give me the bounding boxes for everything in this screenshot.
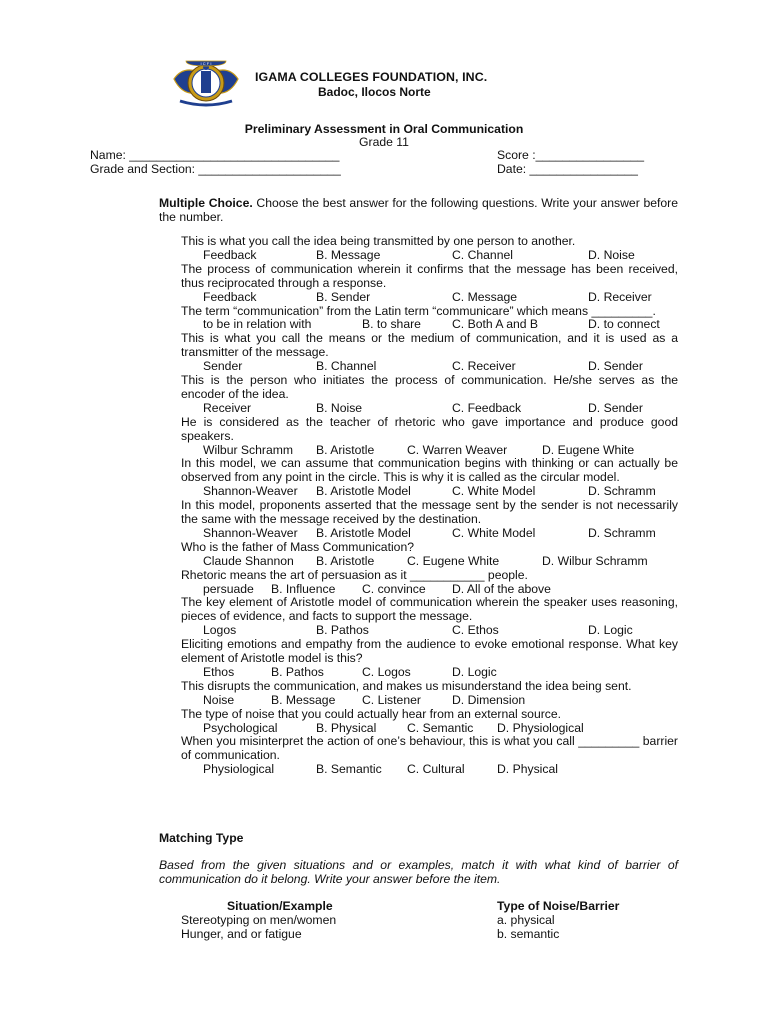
option-d: D. Eugene White (542, 442, 635, 457)
matching-table-header (181, 900, 678, 914)
option-c: C. Feedback (452, 400, 522, 415)
question-item (181, 735, 678, 777)
option-a: persuade (203, 581, 254, 596)
name-score-row (90, 149, 690, 163)
question-item (181, 263, 678, 305)
name-field[interactable]: Name: _______________________________ (90, 148, 340, 162)
option-b: B. Sender (316, 289, 371, 304)
option-d: D. Physiological (497, 720, 584, 735)
question-item (181, 569, 678, 597)
question-options (181, 694, 678, 708)
barrier-cell: a. physical (497, 913, 555, 927)
question-options (181, 555, 678, 569)
option-c: C. Warren Weaver (407, 442, 508, 457)
option-c: C. convince (362, 581, 426, 596)
question-text: When you misinterpret the action of one’s behaviour, this is what you call _________ barrier of communication. (181, 734, 678, 763)
multiple-choice-heading: Multiple Choice. (159, 196, 253, 210)
multiple-choice-instruction (159, 197, 678, 225)
question-options (181, 291, 678, 305)
option-d: D. All of the above (452, 581, 551, 596)
question-item (181, 305, 678, 333)
question-options (181, 722, 678, 736)
option-b: B. Message (271, 692, 336, 707)
option-c: C. Listener (362, 692, 421, 707)
option-b: B. Pathos (316, 623, 369, 638)
option-a: Shannon-Weaver (203, 525, 298, 540)
section-date-row (90, 163, 690, 177)
option-d: D. Sender (588, 400, 643, 415)
multiple-choice-instruction-text: Choose the best answer for the following questions. Write your answer before the number. (159, 196, 679, 224)
option-b: B. Influence (271, 581, 336, 596)
option-c: C. Cultural (407, 762, 465, 777)
option-c: C. White Model (452, 484, 536, 499)
question-text: This disrupts the communication, and makes us misunderstand the idea being sent. (181, 678, 632, 693)
question-text: The term “communication” from the Latin term “communicare” which means _________. (181, 303, 656, 318)
barrier-column-header: Type of Noise/Barrier (497, 899, 620, 913)
question-options (181, 666, 678, 680)
option-d: D. Sender (588, 359, 643, 374)
question-options (181, 360, 678, 374)
question-item (181, 416, 678, 458)
option-c: C. Channel (452, 247, 513, 262)
question-text: Eliciting emotions and empathy from the audience to evoke emotional response. What key element of Aristotle model is this? (181, 637, 678, 666)
question-item (181, 499, 678, 541)
school-seal-logo (172, 57, 240, 107)
option-c: C. Eugene White (407, 553, 500, 568)
option-a: Physiological (203, 762, 275, 777)
option-c: C. White Model (452, 525, 536, 540)
question-text: In this model, proponents asserted that the message sent by the sender is not necessarily the same with the message received by the destination. (181, 498, 678, 527)
option-d: D. Schramm (588, 525, 656, 540)
option-b: B. Noise (316, 400, 363, 415)
option-a: Feedback (203, 289, 257, 304)
question-item (181, 374, 678, 416)
date-field[interactable]: Date: ________________ (497, 162, 638, 176)
question-text: This is the person who initiates the process of communication. He/she serves as the encoder of the idea. (181, 373, 678, 401)
option-a: Ethos (203, 664, 235, 679)
question-text: He is considered as the teacher of rhetoric who gave importance and produce good speakers. (181, 414, 678, 443)
question-options (181, 402, 678, 416)
matching-type-heading: Matching Type (159, 831, 244, 845)
question-item (181, 235, 678, 263)
option-b: B. Aristotle (316, 442, 375, 457)
question-item (181, 596, 678, 638)
question-item (181, 680, 678, 708)
option-b: B. Message (316, 247, 381, 262)
question-item (181, 541, 678, 569)
option-a: Claude Shannon (203, 553, 294, 568)
option-d: D. Receiver (588, 289, 652, 304)
question-options (181, 485, 678, 499)
question-options (181, 763, 678, 777)
option-b: B. Aristotle Model (316, 484, 411, 499)
option-c: C. Receiver (452, 359, 516, 374)
option-a: Sender (203, 359, 243, 374)
institution-address: Badoc, Ilocos Norte (318, 85, 431, 99)
option-c: C. Both A and B (452, 317, 539, 332)
question-item (181, 332, 678, 374)
option-b: B. Pathos (271, 664, 324, 679)
option-d: D. Schramm (588, 484, 656, 499)
question-text: The type of noise that you could actually hear from an external source. (181, 706, 562, 721)
score-field[interactable]: Score :________________ (497, 148, 645, 162)
option-a: to be in relation with (203, 317, 312, 332)
option-a: Noise (203, 692, 235, 707)
logo-lettering: I C F I (200, 61, 212, 66)
situation-cell: Hunger, and or fatigue (181, 927, 302, 941)
question-text: In this model, we can assume that communication begins with thinking or can actually be observed from any point in the circle. This is why it is called as the circular model. (181, 456, 678, 485)
option-a: Psychological (203, 720, 278, 735)
option-d: D. Logic (452, 664, 497, 679)
option-d: D. Physical (497, 762, 558, 777)
table-row (181, 928, 678, 942)
document-title: Preliminary Assessment in Oral Communication (244, 122, 524, 136)
table-row (181, 914, 678, 928)
question-text: Rhetoric means the art of persuasion as it ___________ people. (181, 567, 528, 582)
question-text: This is what you call the idea being transmitted by one person to another. (181, 234, 576, 248)
option-c: C. Ethos (452, 623, 499, 638)
option-c: C. Semantic (407, 720, 474, 735)
question-options (181, 249, 678, 263)
question-text: This is what you call the means or the medium of communication, and it is used as a transmitter of the message. (181, 331, 678, 360)
question-item (181, 708, 678, 736)
option-d: D. Wilbur Schramm (542, 553, 648, 568)
question-options (181, 444, 678, 458)
barrier-cell: b. semantic (497, 927, 560, 941)
grade-level: Grade 11 (359, 135, 409, 149)
institution-name: IGAMA COLLEGES FOUNDATION, INC. (255, 70, 488, 84)
question-item (181, 638, 678, 680)
question-options (181, 527, 678, 541)
question-text: The process of communication wherein it confirms that the message has been received, thus reciprocated through a response. (181, 261, 678, 290)
question-text: The key element of Aristotle model of communication wherein the speaker uses reasoning, pieces of evidence, and facts to support the message. (181, 595, 678, 624)
option-a: Shannon-Weaver (203, 484, 298, 499)
option-b: B. Semantic (316, 762, 382, 777)
option-a: Receiver (203, 400, 252, 415)
question-options (181, 583, 678, 597)
option-b: B. to share (362, 317, 421, 332)
option-a: Wilbur Schramm (203, 442, 294, 457)
question-text: Who is the father of Mass Communication? (181, 539, 415, 554)
matching-type-instruction: Based from the given situations and or examples, match it with what kind of barrier of communication do it belong. Write your answer before the item. (159, 858, 678, 886)
grade-section-field[interactable]: Grade and Section: _____________________ (90, 162, 341, 176)
situation-column-header: Situation/Example (227, 899, 333, 913)
option-c: C. Logos (362, 664, 411, 679)
question-options (181, 624, 678, 638)
question-item (181, 457, 678, 499)
question-options (181, 318, 678, 332)
option-d: D. Logic (588, 623, 633, 638)
option-d: D. Dimension (452, 692, 526, 707)
situation-cell: Stereotyping on men/women (181, 913, 337, 927)
option-b: B. Channel (316, 359, 377, 374)
option-b: B. Aristotle Model (316, 525, 411, 540)
option-a: Feedback (203, 247, 257, 262)
option-d: D. to connect (588, 317, 660, 332)
option-b: B. Aristotle (316, 553, 375, 568)
option-a: Logos (203, 623, 237, 638)
question-list (181, 235, 678, 777)
option-c: C. Message (452, 289, 518, 304)
option-b: B. Physical (316, 720, 377, 735)
matching-table (181, 900, 678, 942)
option-d: D. Noise (588, 247, 635, 262)
